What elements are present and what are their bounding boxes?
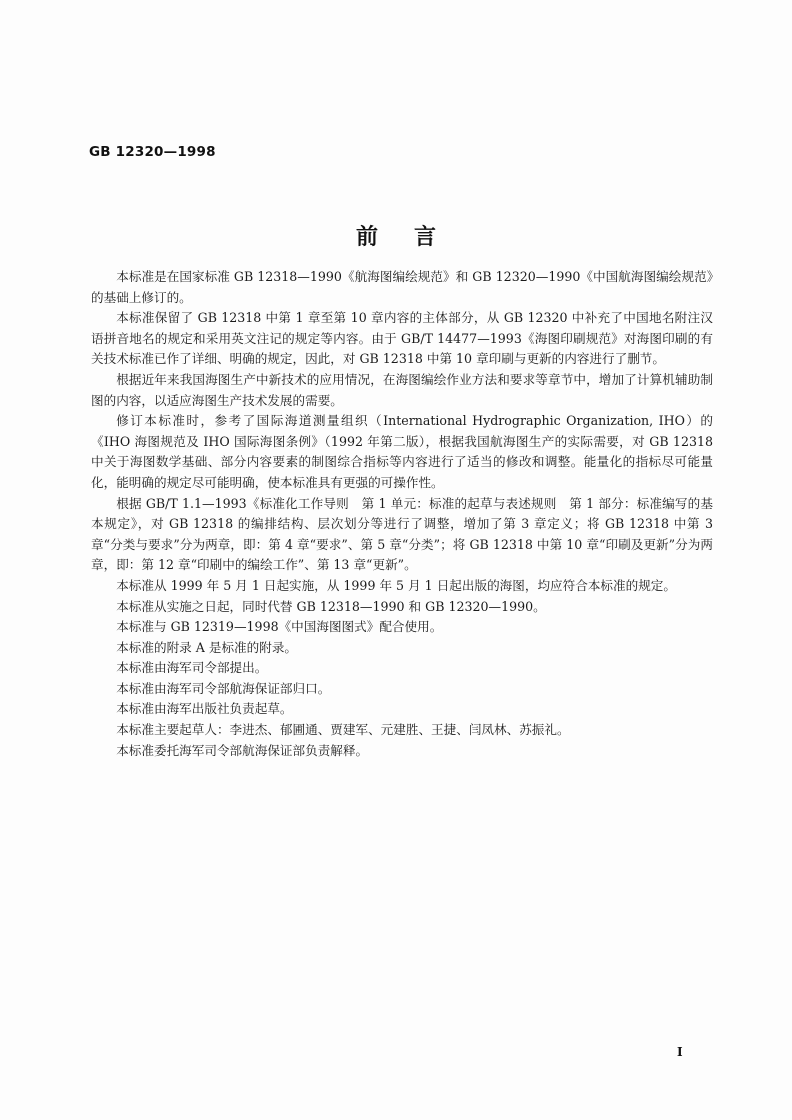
paragraph: 本标准从实施之日起，同时代替 GB 12318—1990 和 GB 12320—1990。 [116, 598, 546, 614]
paragraph: 本标准由海军司令部航海保证部归口。 [116, 680, 331, 696]
paragraph: 本标准从 1999 年 5 月 1 日起实施，从 1999 年 5 月 1 日起出版的海图，均应符合本标准的规定。 [116, 577, 676, 593]
paragraph: 根据 GB/T 1.1—1993《标准化工作导则 第 1 单元：标准的起草与表述规则 第 1 部分：标准编写的基本规定》，对 GB 12318 的编排结构、层次划分等进行了调整，增加了第 3 章定义；将 GB 12318 中第 3 章“分类与要求”分为两章，即：第 4 章“要求”、第 5 章“分类”；将 GB 12318 中第 10 章“印刷及更新”分为两章，即：第 12 章“印刷中的编绘工作”、第 13 章“更新”。 [91, 495, 713, 573]
paragraph: 本标准的附录 A 是标准的附录。 [116, 639, 298, 655]
paragraph: 本标准是在国家标准 GB 12318—1990《航海图编绘规范》和 GB 12320—1990《中国航海图编绘规范》的基础上修订的。 [91, 269, 713, 305]
paragraph: 本标准与 GB 12319—1998《中国海图图式》配合使用。 [116, 619, 443, 635]
paragraph: 本标准由海军司令部提出。 [116, 660, 268, 676]
paragraph: 修订本标准时，参考了国际海道测量组织（International Hydrographic Organization, IHO）的《IHO 海图规范及 IHO 国际海图条例》（1992 年第二版），根据我国航海图生产的实际需要，对 GB 12318 中关于海图数学基础、部分内容要素的制图综合指标等内容进行了适当的修改和调整。能量化的指标尽可能量化，能明确的规定尽可能明确，使本标准具有更强的可操作性。 [91, 413, 713, 490]
paragraph: 本标准由海军出版社负责起草。 [116, 701, 293, 717]
paragraph: 本标准主要起草人：李进杰、郁圃通、贾建军、元建胜、王捷、闫凤林、苏振礼。 [116, 722, 570, 738]
paragraph: 本标准委托海军司令部航海保证部负责解释。 [116, 742, 369, 758]
page-number: Ⅰ [677, 1045, 683, 1059]
standard-code: GB 12320—1998 [89, 144, 216, 160]
paragraph: 根据近年来我国海图生产中新技术的应用情况，在海图编绘作业方法和要求等章节中，增加了计算机辅助制图的内容，以适应海图生产技术发展的需要。 [91, 371, 713, 408]
paragraph: 本标准保留了 GB 12318 中第 1 章至第 10 章内容的主体部分，从 GB 12320 中补充了中国地名附注汉语拼音地名的规定和采用英文注记的规定等内容。由于 GB/T 14477—1993《海图印刷规范》对海图印刷的有关技术标准已作了详细、明确的规定，因此，对 GB 12318 中第 10 章印刷与更新的内容进行了删节。 [91, 310, 713, 367]
preface-body [91, 267, 713, 761]
page-title: 前言 [355, 225, 472, 250]
